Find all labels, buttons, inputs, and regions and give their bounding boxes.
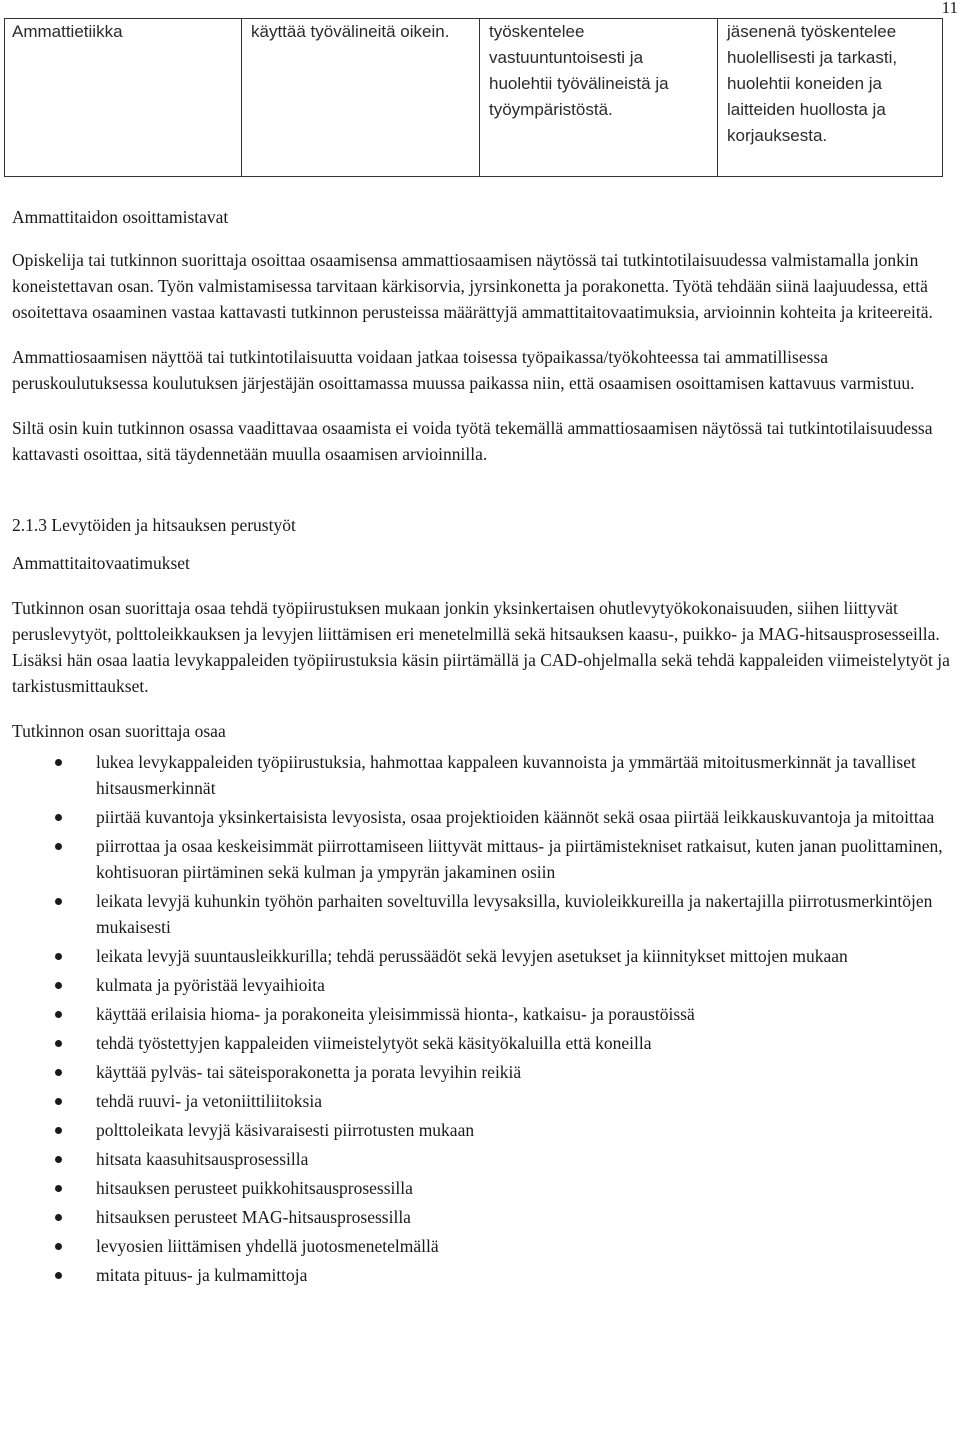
list-item: tehdä työstettyjen kappaleiden viimeistelytyöt sekä käsityökaluilla että koneilla bbox=[12, 1030, 954, 1056]
section-title: 2.1.3 Levytöiden ja hitsauksen perustyöt bbox=[12, 515, 296, 535]
list-item: mitata pituus- ja kulmamittoja bbox=[12, 1262, 954, 1288]
page-number: 11 bbox=[941, 0, 958, 17]
table-cell-level-1: käyttää työvälineitä oikein. bbox=[242, 19, 480, 177]
table-row bbox=[5, 19, 943, 177]
section-subheading: Ammattitaitovaatimukset bbox=[12, 553, 190, 573]
table-cell-level-3: jäsenenä työskentelee huolellisesti ja tarkasti, huolehtii koneiden ja laitteiden huollosta ja korjauksesta. bbox=[718, 19, 943, 177]
list-item: polttoleikata levyjä käsivaraisesti piirrotusten mukaan bbox=[12, 1117, 954, 1143]
list-item: tehdä ruuvi- ja vetoniittiliitoksia bbox=[12, 1088, 954, 1114]
paragraph: Siltä osin kuin tutkinnon osassa vaadittavaa osaamista ei voida työtä tekemällä ammattiosaamisen näytössä tai tutkintotilaisuudessa kattavasti osoittaa, sitä täydennetään muulla osaamisen arvioinnilla. bbox=[12, 418, 933, 464]
table-cell-level-2: työskentelee vastuuntuntoisesti ja huolehtii työvälineistä ja työympäristöstä. bbox=[480, 19, 718, 177]
list-item: käyttää pylväs- tai säteisporakonetta ja porata levyihin reikiä bbox=[12, 1059, 954, 1085]
intro-paragraph: Tutkinnon osan suorittaja osaa tehdä työpiirustuksen mukaan jonkin yksinkertaisen ohutlevytyökokonaisuuden, siihen liittyvät peruslevytyöt, polttoleikkauksen ja levyjen liittämisen eri menetelmillä sekä hitsauksen kaasu-, puikko- ja MAG-hitsausprosesseilla. Lisäksi hän osaa laatia levykappaleiden työpiirustuksia käsin piirtämällä ja CAD-ohjelmalla sekä tehdä kappaleiden viimeistelytyöt ja tarkistusmittaukset. bbox=[12, 598, 950, 696]
list-item: piirrottaa ja osaa keskeisimmät piirrottamiseen liittyvät mittaus- ja piirtämistekniset ratkaisut, kuten janan puolittaminen, kohtisuoran piirtäminen sekä kulman ja ympyrän jakaminen osiin bbox=[12, 833, 954, 885]
paragraph: Ammattiosaamisen näyttöä tai tutkintotilaisuutta voidaan jatkaa toisessa työpaikassa/työkohteessa tai ammatillisessa peruskoulutuksessa koulutuksen järjestäjän osoittamassa muussa paikassa niin, että osaamisen osoittamisen kattavuus varmistuu. bbox=[12, 347, 915, 393]
list-lead: Tutkinnon osan suorittaja osaa bbox=[12, 721, 226, 741]
paragraph: Opiskelija tai tutkinnon suorittaja osoittaa osaamisensa ammattiosaamisen näytössä tai tutkintotilaisuudessa valmistamalla jonkin koneistettavan osan. Työn valmistamisessa tarvitaan kärkisorvia, jyrsinkonetta ja porakonetta. Työtä tehdään siinä laajuudessa, että osoitettava osaaminen vastaa kattavasti tutkinnon perusteissa määrättyjä ammattitaitovaatimuksia, arvioinnin kohteita ja kriteereitä. bbox=[12, 250, 933, 322]
list-item: käyttää erilaisia hioma- ja porakoneita yleisimmissä hionta-, katkaisu- ja poraustöissä bbox=[12, 1001, 954, 1027]
list-item: kulmata ja pyöristää levyaihioita bbox=[12, 972, 954, 998]
list-item: levyosien liittämisen yhdellä juotosmenetelmällä bbox=[12, 1233, 954, 1259]
skills-list bbox=[12, 749, 954, 1288]
table-cell-target: Ammattietiikka bbox=[5, 19, 242, 177]
document-body bbox=[12, 204, 954, 1291]
list-item: leikata levyjä kuhunkin työhön parhaiten soveltuvilla levysaksilla, kuvioleikkureilla ja nakertajilla piirrotusmerkintöjen mukaisesti bbox=[12, 888, 954, 940]
list-item: hitsauksen perusteet puikkohitsausprosessilla bbox=[12, 1175, 954, 1201]
assessment-criteria-table bbox=[4, 18, 943, 177]
list-item: piirtää kuvantoja yksinkertaisista levyosista, osaa projektioiden käännöt sekä osaa piirtää leikkauskuvantoja ja mitoittaa bbox=[12, 804, 954, 830]
list-item: hitsauksen perusteet MAG-hitsausprosessilla bbox=[12, 1204, 954, 1230]
list-item: lukea levykappaleiden työpiirustuksia, hahmottaa kappaleen kuvannoista ja ymmärtää mitoitusmerkinnät ja tavalliset hitsausmerkinnät bbox=[12, 749, 954, 801]
section-heading-demonstration: Ammattitaidon osoittamistavat bbox=[12, 207, 229, 227]
list-item: hitsata kaasuhitsausprosessilla bbox=[12, 1146, 954, 1172]
list-item: leikata levyjä suuntausleikkurilla; tehdä perussäädöt sekä levyjen asetukset ja kiinnitykset mittojen mukaan bbox=[12, 943, 954, 969]
